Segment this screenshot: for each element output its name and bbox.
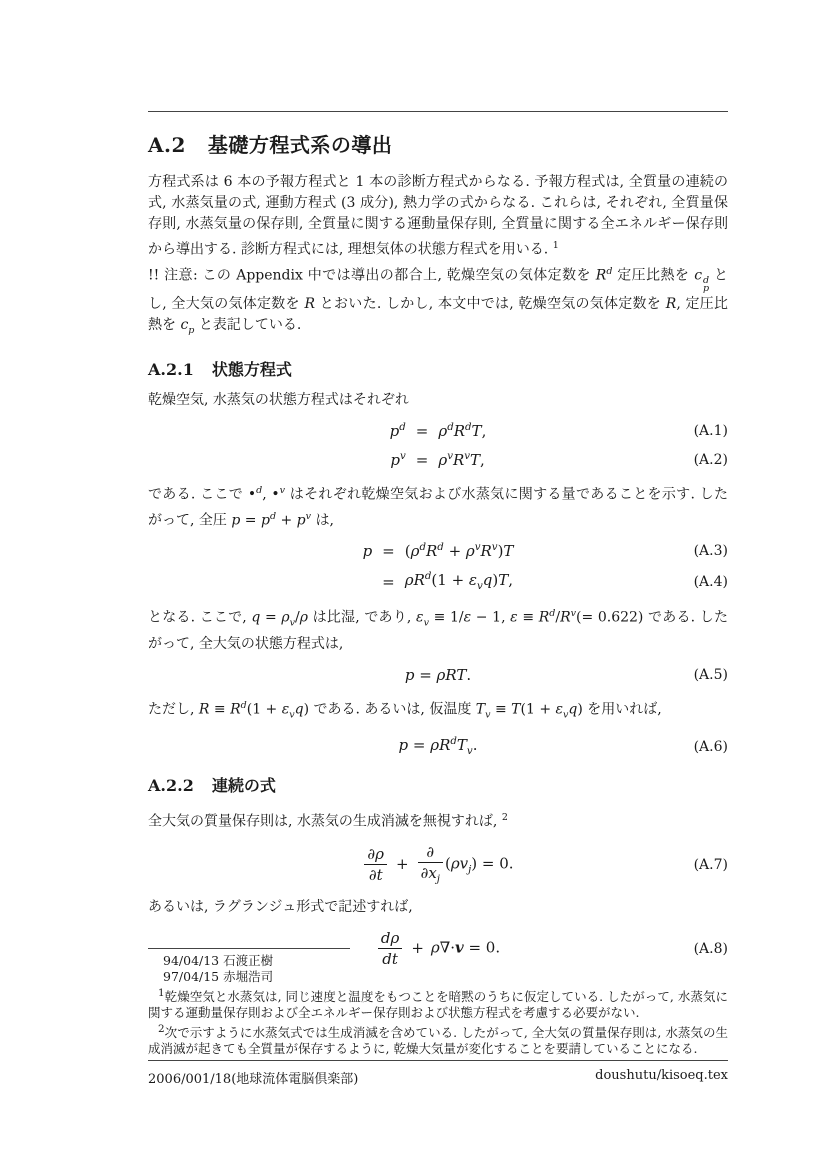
footnote-block — [148, 948, 728, 1057]
subsection-number: A.2.1 — [148, 359, 194, 379]
subsection-heading-state-equation — [148, 359, 728, 381]
equation-rhs: $\rho^vR^vT$, — [438, 450, 485, 469]
equation-number: (A.7) — [693, 856, 728, 873]
footnote-2: $^2$次で示すように水蒸気式では生成消滅を含めている. したがって, 全大気の質量保存則は, 水蒸気の生成消滅が起きても全質量が保存するように, 乾燥大気量が変化することを要請していることになる. — [148, 1023, 728, 1057]
equation-virtual-temperature — [148, 736, 728, 757]
footnote-1: $^1$乾燥空気と水蒸気は, 同じ速度と温度をもつことを暗黙のうちに仮定している. したがって, 水蒸気に関する運動量保存則および全エネルギー保存則および状態方程式を考慮する必要がない. — [148, 987, 728, 1021]
header-rule — [148, 111, 728, 112]
equation-number: (A.3) — [693, 543, 728, 560]
footnote-rule — [148, 948, 350, 949]
equation-rhs: $\rho R^d(1 + \varepsilon_vq)T$, — [404, 571, 513, 593]
equation-relation: = — [382, 542, 395, 561]
equation-body: $\frac{\partial\rho}{\partial t}$ + $\frac{\partial}{\partial x_j}$ $(\rho v_j) = 0$. — [362, 843, 513, 886]
page-footer — [148, 1060, 728, 1087]
equation-number: (A.2) — [693, 451, 728, 468]
section-title-text: 基礎方程式系の導出 — [207, 133, 393, 157]
paragraph-state-intro: 乾燥空気, 水蒸気の状態方程式はそれぞれ — [148, 391, 409, 408]
equation-number: (A.1) — [693, 422, 728, 439]
page-content — [148, 0, 728, 979]
subsection-heading-continuity — [148, 775, 728, 797]
revision-date-line: 97/04/15 赤堀浩司 — [163, 969, 274, 984]
equation-number: (A.6) — [693, 738, 728, 755]
equation-number: (A.4) — [693, 573, 728, 590]
revision-date-line: 94/04/13 石渡正樹 — [163, 953, 274, 968]
equation-body: p = ρRT. — [404, 665, 472, 684]
subsection-title-text: 状態方程式 — [211, 359, 292, 379]
subsection-number: A.2.2 — [148, 776, 194, 796]
footer-left-credit: 2006/001/18(地球流体電脳倶楽部) — [148, 1072, 359, 1087]
equation-state-total — [148, 666, 728, 684]
equation-rhs: $(\rho^dR^d + \rho^vR^v)T$ — [404, 542, 514, 561]
equation-number: (A.8) — [693, 940, 728, 957]
equation-group-state — [148, 422, 728, 469]
equation-lhs: p — [362, 542, 373, 561]
paragraph-after-eq2: である. ここで •$^d$, •$^v$ はそれぞれ乾燥空気および水蒸気に関する量であることを示す. したがって, 全圧 $p = p^d + p^v$ は, — [148, 484, 728, 529]
equation-number: (A.5) — [693, 666, 728, 683]
paragraph-continuity-intro: 全大気の質量保存則は, 水蒸気の生成消滅を無視すれば, $^2$ — [148, 811, 508, 830]
equation-relation: = — [382, 572, 395, 591]
equation-body: $p = \rho R^dT_v$. — [398, 736, 478, 758]
equation-relation: = — [415, 450, 429, 469]
paragraph-notice: !! 注意: この Appendix 中では導出の都合上, 乾燥空気の気体定数を $R^d$ 定圧比熱を c d p とし, 全大気の気体定数を R とおいた. しかし, 本文中では, 乾燥空気の気体定数を R, 定圧比熱を $c_p$ と表記している. — [148, 265, 729, 336]
equation-group-total-pressure — [148, 542, 728, 592]
paragraph-intro: 方程式系は 6 本の予報方程式と 1 本の診断方程式からなる. 予報方程式は, 全質量の連続の式, 水蒸気量の式, 運動方程式 (3 成分), 熱力学の式からなる. これらは, それぞれ, 全質量保存則, 水蒸気量の保存則, 全質量に関する運動量保存則, 全質量に関する全エネルギー保存則から導出する. 診断方程式には, 理想気体の状態方程式を用いる. $^1$ — [148, 174, 728, 258]
paragraph-lagrange: あるいは, ラグランジュ形式で記述すれば, — [148, 899, 413, 916]
equation-lhs: $p^v$ — [390, 450, 406, 469]
paragraph-after-eq5: ただし, $R \equiv R^d(1 + \varepsilon_vq)$ である. あるいは, 仮温度 $T_v \equiv T(1 + \varepsilon_vq)$ を用いれば, — [148, 699, 662, 721]
equation-continuity — [148, 843, 728, 886]
equation-relation: = — [415, 421, 429, 440]
equation-body: $\frac{d\rho}{dt}$ + ρ∇·v = 0. — [376, 929, 500, 968]
section-number: A.2 — [148, 133, 186, 157]
equation-lhs: $p^d$ — [389, 421, 406, 440]
paragraph-after-eq4: となる. ここで, $q = \rho_v/\rho$ は比湿, であり, $\varepsilon_v \equiv 1/\varepsilon - 1$, $\varepsilon \equiv R^d/R^v(= 0.622)$ である. したがって, 全大気の状態方程式は, — [148, 608, 728, 652]
section-heading — [148, 132, 728, 158]
subsection-title-text: 連続の式 — [211, 776, 276, 796]
footer-right-filename: doushutu/kisoeq.tex — [595, 1068, 728, 1083]
equation-rhs: $\rho^dR^dT$, — [438, 421, 487, 440]
